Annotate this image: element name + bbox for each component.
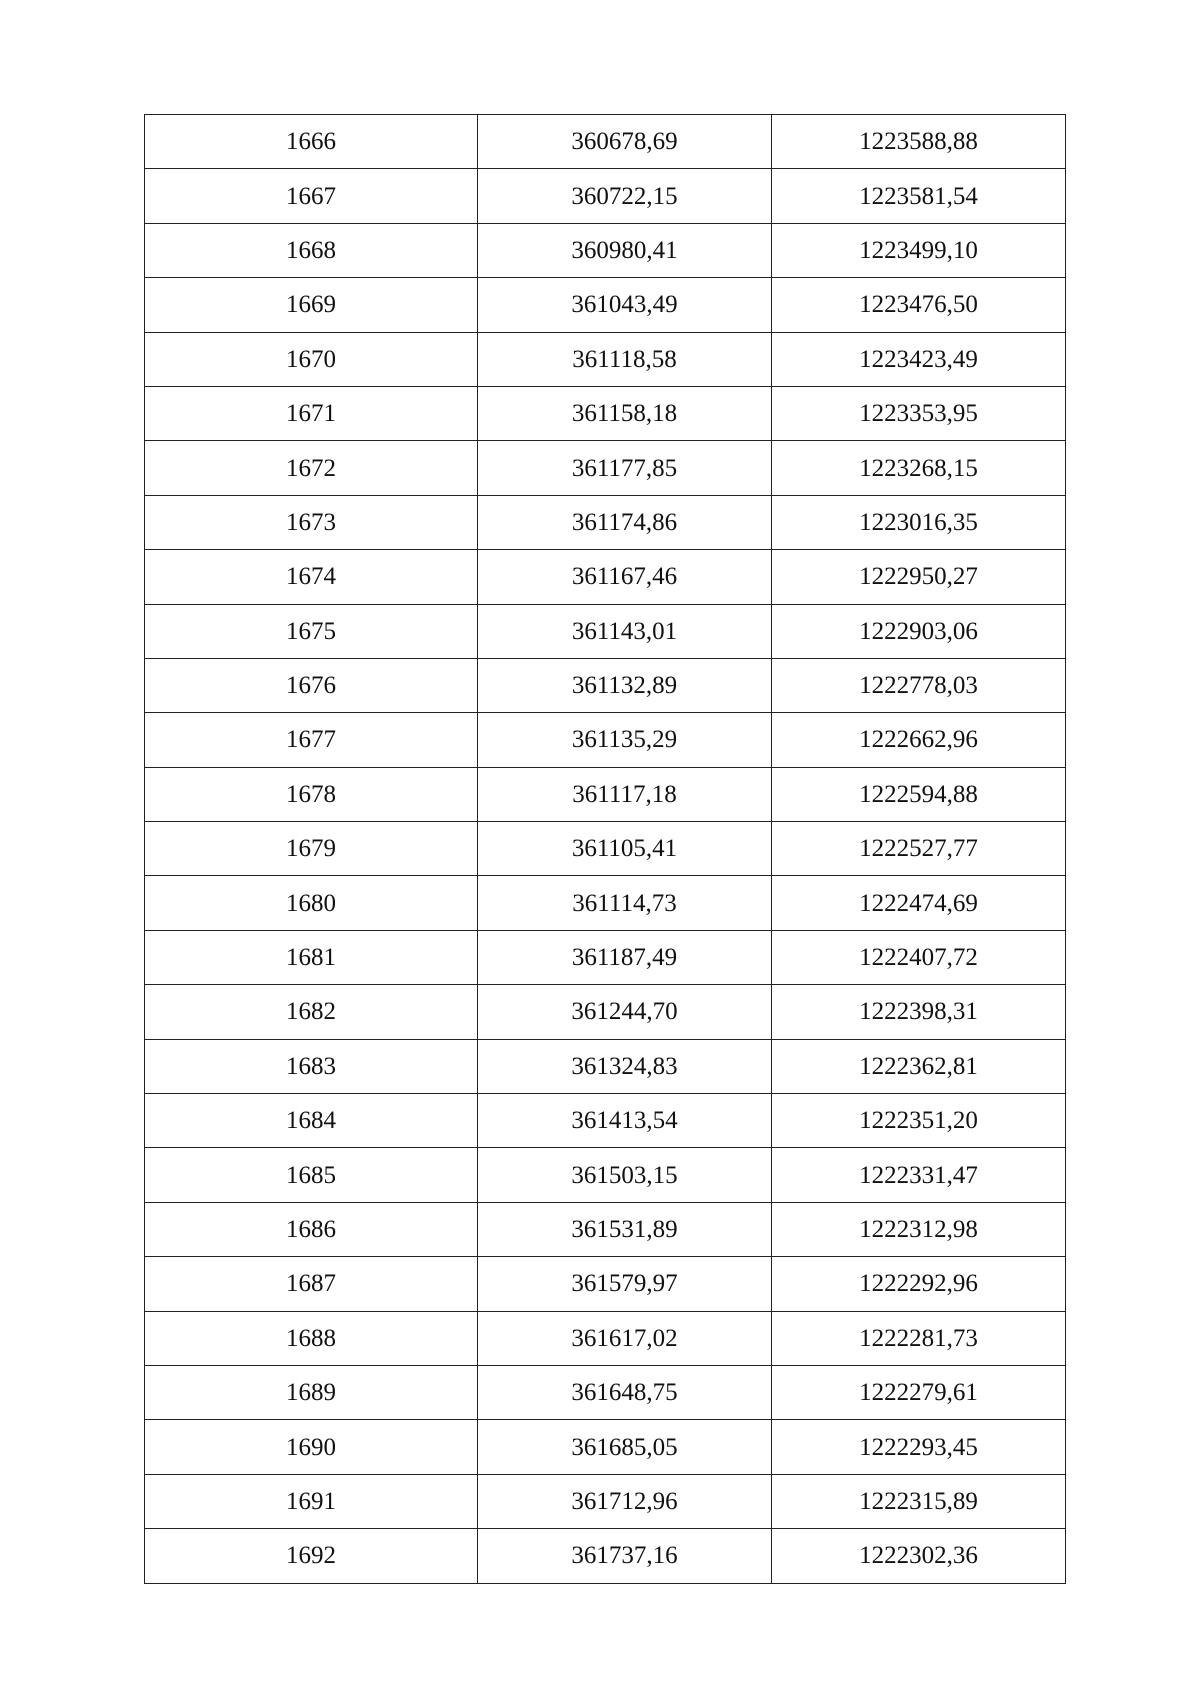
y-coordinate-cell: 1222662,96 — [772, 713, 1066, 767]
y-coordinate-cell: 1222293,45 — [772, 1420, 1066, 1474]
table-row — [145, 550, 1066, 604]
x-coordinate-cell: 361617,02 — [478, 1311, 772, 1365]
x-coordinate-cell: 361685,05 — [478, 1420, 772, 1474]
table-row — [145, 115, 1066, 169]
y-coordinate-cell: 1223581,54 — [772, 169, 1066, 223]
y-coordinate-cell: 1222950,27 — [772, 550, 1066, 604]
y-coordinate-cell: 1222315,89 — [772, 1474, 1066, 1528]
x-coordinate-cell: 361105,41 — [478, 822, 772, 876]
table-row — [145, 223, 1066, 277]
point-number-cell: 1690 — [145, 1420, 478, 1474]
point-number-cell: 1675 — [145, 604, 478, 658]
y-coordinate-cell: 1223588,88 — [772, 115, 1066, 169]
y-coordinate-cell: 1222407,72 — [772, 930, 1066, 984]
y-coordinate-cell: 1222398,31 — [772, 985, 1066, 1039]
x-coordinate-cell: 361117,18 — [478, 767, 772, 821]
table-row — [145, 713, 1066, 767]
y-coordinate-cell: 1222362,81 — [772, 1039, 1066, 1093]
y-coordinate-cell: 1222331,47 — [772, 1148, 1066, 1202]
point-number-cell: 1681 — [145, 930, 478, 984]
table-row — [145, 930, 1066, 984]
point-number-cell: 1669 — [145, 278, 478, 332]
x-coordinate-cell: 360678,69 — [478, 115, 772, 169]
point-number-cell: 1683 — [145, 1039, 478, 1093]
table-row — [145, 985, 1066, 1039]
table-row — [145, 1202, 1066, 1256]
x-coordinate-cell: 361244,70 — [478, 985, 772, 1039]
y-coordinate-cell: 1223423,49 — [772, 332, 1066, 386]
point-number-cell: 1688 — [145, 1311, 478, 1365]
x-coordinate-cell: 361187,49 — [478, 930, 772, 984]
x-coordinate-cell: 361531,89 — [478, 1202, 772, 1256]
table-row — [145, 1094, 1066, 1148]
point-number-cell: 1667 — [145, 169, 478, 223]
x-coordinate-cell: 360980,41 — [478, 223, 772, 277]
point-number-cell: 1689 — [145, 1365, 478, 1419]
table-row — [145, 1039, 1066, 1093]
point-number-cell: 1685 — [145, 1148, 478, 1202]
table-row — [145, 1311, 1066, 1365]
y-coordinate-cell: 1222312,98 — [772, 1202, 1066, 1256]
table-row — [145, 1420, 1066, 1474]
point-number-cell: 1670 — [145, 332, 478, 386]
point-number-cell: 1673 — [145, 495, 478, 549]
point-number-cell: 1679 — [145, 822, 478, 876]
y-coordinate-cell: 1222281,73 — [772, 1311, 1066, 1365]
table-row — [145, 332, 1066, 386]
table-row — [145, 1474, 1066, 1528]
x-coordinate-cell: 361579,97 — [478, 1257, 772, 1311]
point-number-cell: 1674 — [145, 550, 478, 604]
y-coordinate-cell: 1223353,95 — [772, 386, 1066, 440]
x-coordinate-cell: 361114,73 — [478, 876, 772, 930]
table-row — [145, 169, 1066, 223]
table-row — [145, 658, 1066, 712]
y-coordinate-cell: 1223016,35 — [772, 495, 1066, 549]
x-coordinate-cell: 361503,15 — [478, 1148, 772, 1202]
y-coordinate-cell: 1222292,96 — [772, 1257, 1066, 1311]
x-coordinate-cell: 361118,58 — [478, 332, 772, 386]
y-coordinate-cell: 1222527,77 — [772, 822, 1066, 876]
table-row — [145, 767, 1066, 821]
point-number-cell: 1686 — [145, 1202, 478, 1256]
coordinates-table — [144, 114, 1066, 1584]
table-row — [145, 495, 1066, 549]
x-coordinate-cell: 361167,46 — [478, 550, 772, 604]
y-coordinate-cell: 1222778,03 — [772, 658, 1066, 712]
x-coordinate-cell: 361143,01 — [478, 604, 772, 658]
point-number-cell: 1691 — [145, 1474, 478, 1528]
table-row — [145, 822, 1066, 876]
point-number-cell: 1687 — [145, 1257, 478, 1311]
x-coordinate-cell: 361174,86 — [478, 495, 772, 549]
point-number-cell: 1677 — [145, 713, 478, 767]
table-row — [145, 386, 1066, 440]
table-row — [145, 1257, 1066, 1311]
x-coordinate-cell: 361132,89 — [478, 658, 772, 712]
x-coordinate-cell: 361158,18 — [478, 386, 772, 440]
point-number-cell: 1684 — [145, 1094, 478, 1148]
coordinates-table-body — [145, 115, 1066, 1584]
point-number-cell: 1678 — [145, 767, 478, 821]
x-coordinate-cell: 361648,75 — [478, 1365, 772, 1419]
x-coordinate-cell: 361043,49 — [478, 278, 772, 332]
table-row — [145, 1148, 1066, 1202]
table-row — [145, 278, 1066, 332]
point-number-cell: 1666 — [145, 115, 478, 169]
x-coordinate-cell: 360722,15 — [478, 169, 772, 223]
y-coordinate-cell: 1222474,69 — [772, 876, 1066, 930]
y-coordinate-cell: 1222302,36 — [772, 1529, 1066, 1583]
point-number-cell: 1671 — [145, 386, 478, 440]
x-coordinate-cell: 361413,54 — [478, 1094, 772, 1148]
table-row — [145, 1365, 1066, 1419]
table-row — [145, 876, 1066, 930]
y-coordinate-cell: 1222594,88 — [772, 767, 1066, 821]
y-coordinate-cell: 1222351,20 — [772, 1094, 1066, 1148]
y-coordinate-cell: 1223476,50 — [772, 278, 1066, 332]
x-coordinate-cell: 361177,85 — [478, 441, 772, 495]
point-number-cell: 1668 — [145, 223, 478, 277]
x-coordinate-cell: 361712,96 — [478, 1474, 772, 1528]
point-number-cell: 1680 — [145, 876, 478, 930]
point-number-cell: 1682 — [145, 985, 478, 1039]
x-coordinate-cell: 361135,29 — [478, 713, 772, 767]
y-coordinate-cell: 1223268,15 — [772, 441, 1066, 495]
point-number-cell: 1692 — [145, 1529, 478, 1583]
x-coordinate-cell: 361737,16 — [478, 1529, 772, 1583]
point-number-cell: 1672 — [145, 441, 478, 495]
table-row — [145, 604, 1066, 658]
table-row — [145, 441, 1066, 495]
table-row — [145, 1529, 1066, 1583]
x-coordinate-cell: 361324,83 — [478, 1039, 772, 1093]
y-coordinate-cell: 1222279,61 — [772, 1365, 1066, 1419]
point-number-cell: 1676 — [145, 658, 478, 712]
y-coordinate-cell: 1222903,06 — [772, 604, 1066, 658]
y-coordinate-cell: 1223499,10 — [772, 223, 1066, 277]
